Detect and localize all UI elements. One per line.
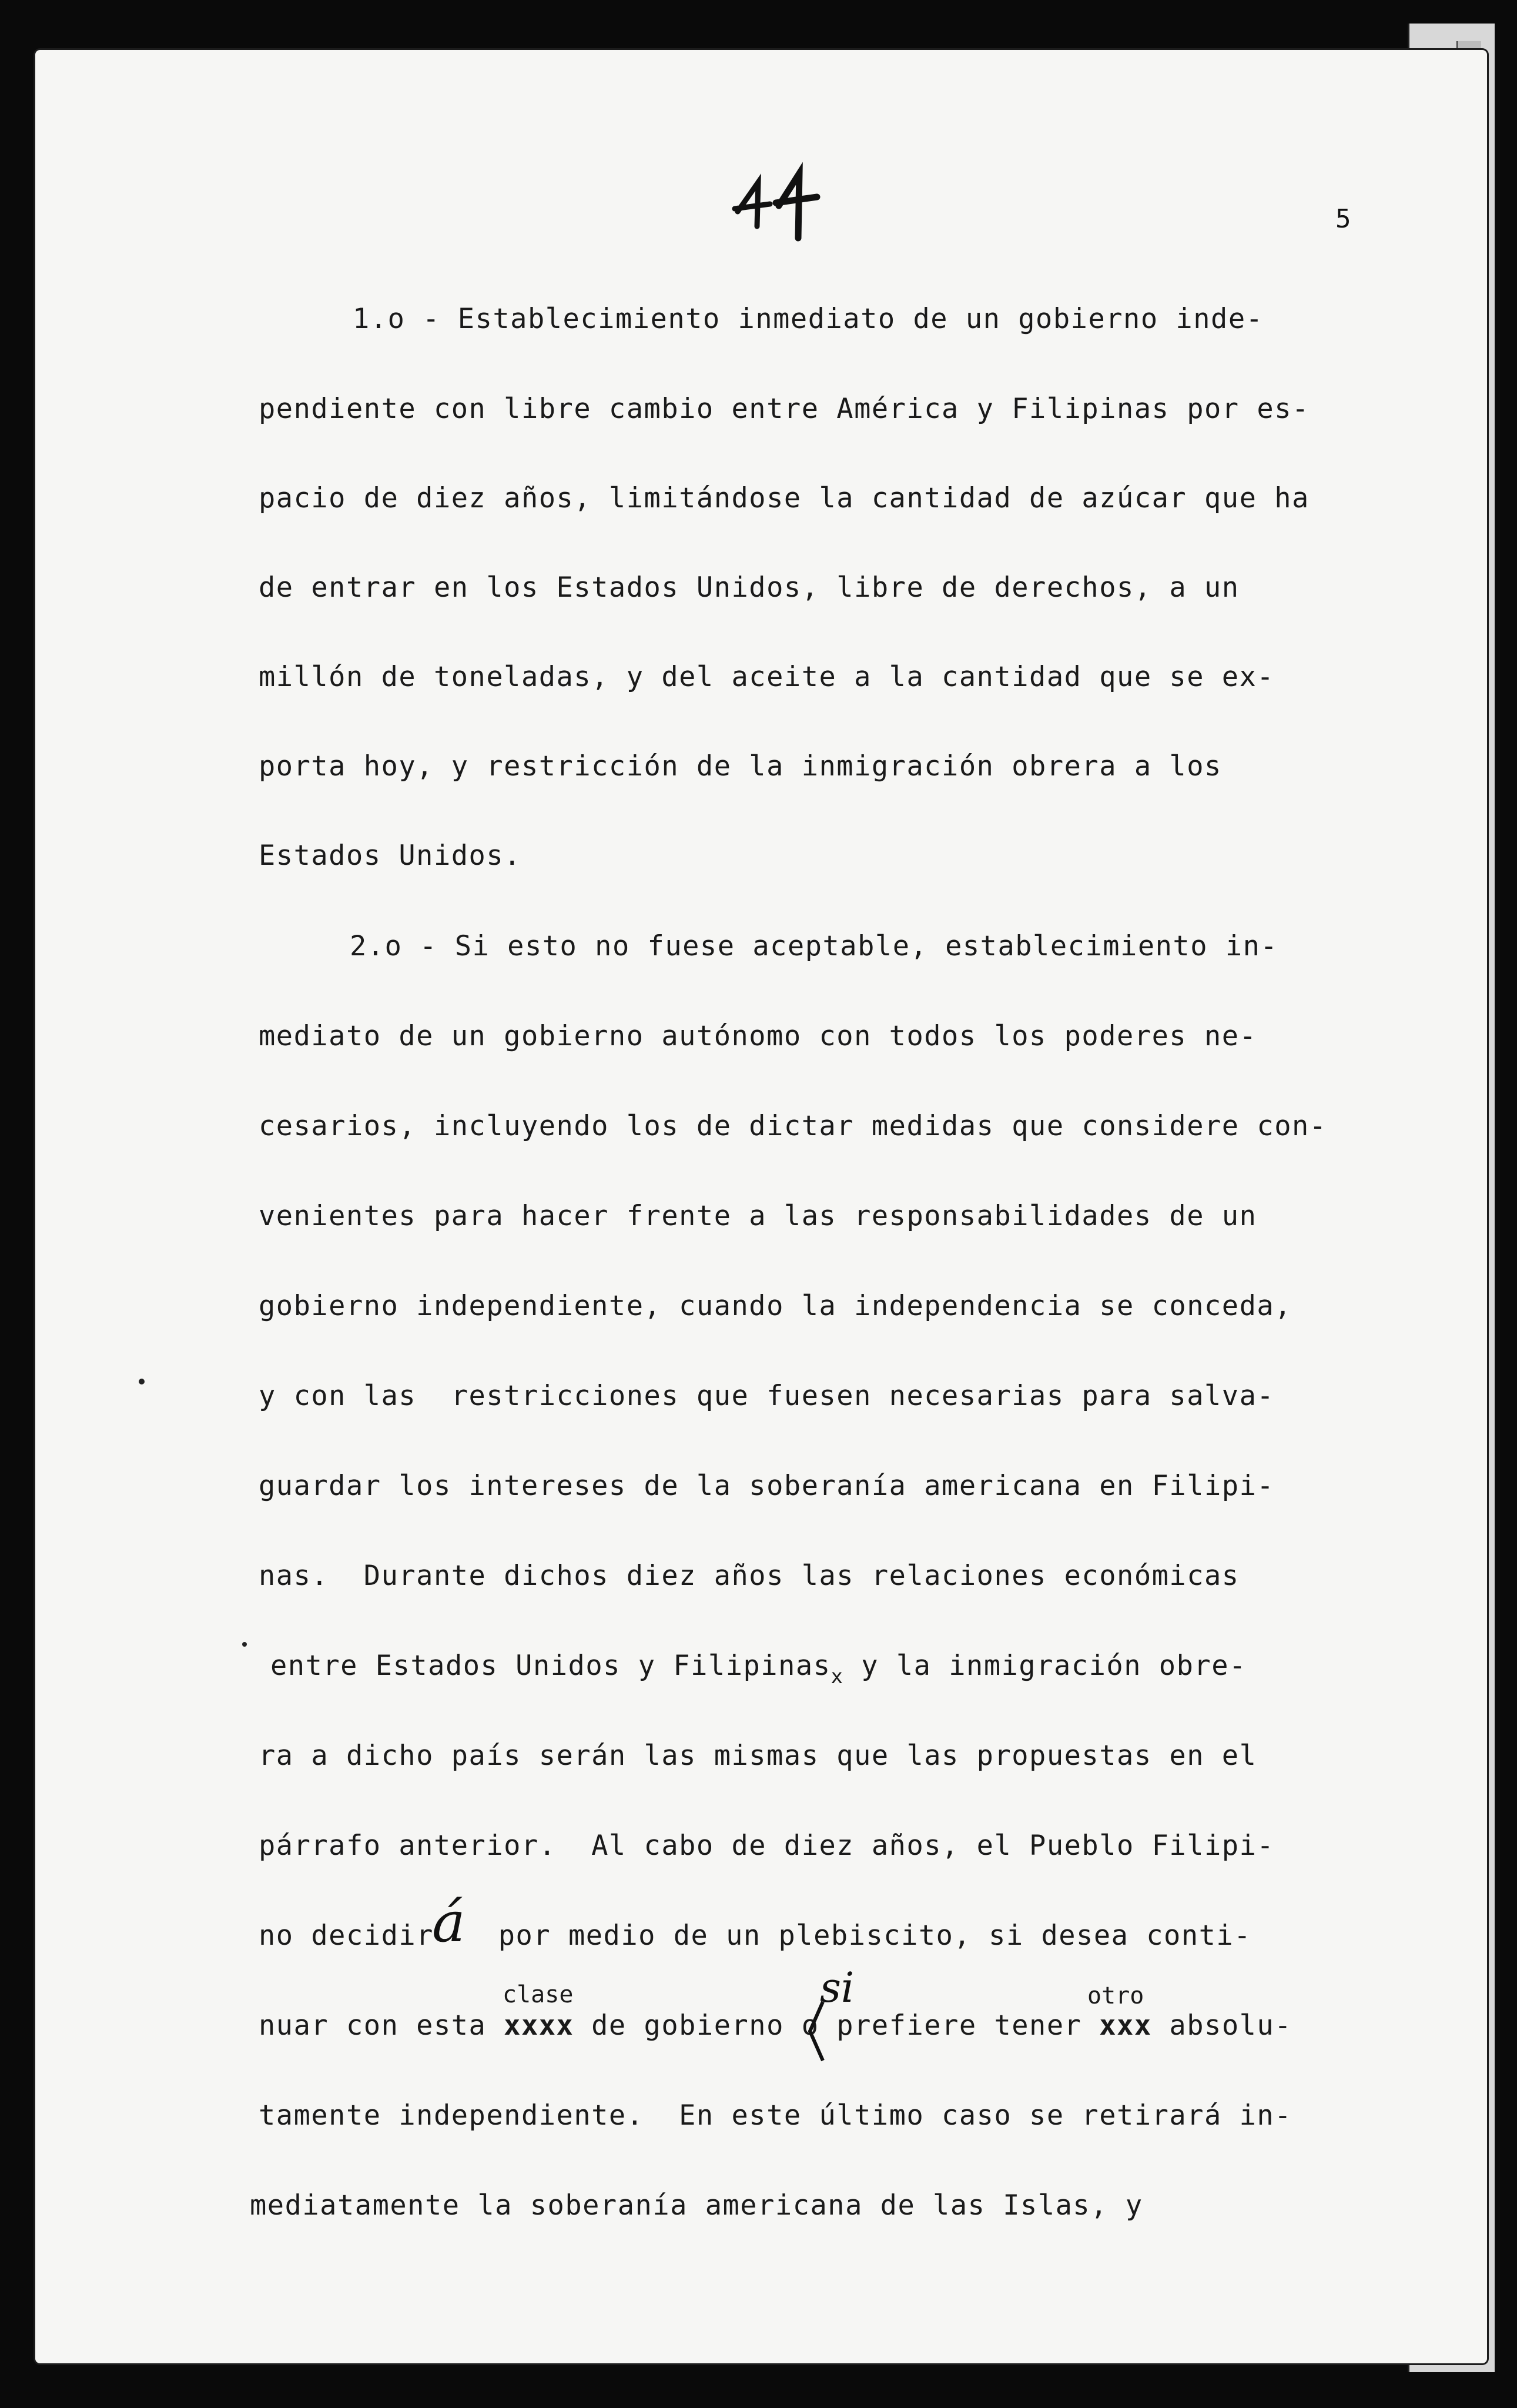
paragraph1-line5: millón de toneladas, y del aceite a la cantidad que se ex- (259, 661, 1275, 693)
paragraph2-line14: tamente independiente. En este último caso se retirará in- (259, 2099, 1292, 2132)
struck-out-word: xxxx (504, 2009, 574, 2042)
paragraph2-line9 (270, 1650, 1247, 1688)
paragraph2-line7: guardar los intereses de la soberanía americana en Filipi- (259, 1470, 1275, 1502)
paragraph2-line15: mediatamente la soberanía americana de las Islas, y (250, 2189, 1143, 2222)
paragraph1-line2: pendiente con libre cambio entre América y Filipinas por es- (259, 393, 1310, 425)
paragraph2-line13-rest: prefiere tener (836, 2009, 1100, 2042)
paragraph2-line9-text: entre Estados Unidos y Filipinas (270, 1650, 831, 1682)
paragraph2-line1: 2.o - Si esto no fuese aceptable, establecimiento in- (350, 930, 1278, 962)
paragraph2-line11: párrafo anterior. Al cabo de diez años, el Pueblo Filipi- (259, 1830, 1275, 1862)
paragraph1-line6: porta hoy, y restricción de la inmigración obrera a los (259, 750, 1222, 782)
paragraph2-line13-end: absolu- (1151, 2009, 1292, 2042)
paragraph1-line4: de entrar en los Estados Unidos, libre de derechos, a un (259, 571, 1240, 604)
paragraph2-line13-mid: de gobierno o (574, 2009, 837, 2042)
handwritten-si: si (820, 1964, 855, 2012)
inserted-word-clase: clase (503, 1981, 574, 2008)
paragraph2-line4: venientes para hacer frente a las responsabilidades de un (259, 1200, 1257, 1232)
paragraph1-line1: 1.o - Establecimiento inmediato de un gobierno inde- (353, 303, 1264, 335)
paragraph1-line7: Estados Unidos. (259, 840, 521, 872)
paragraph2-line13 (259, 2009, 1292, 2042)
handwritten-folio-number (729, 156, 835, 244)
inserted-word-otro: otro (1087, 1982, 1144, 2009)
paragraph2-line5: gobierno independiente, cuando la independencia se conceda, (259, 1290, 1292, 1322)
paragraph2-line2: mediato de un gobierno autónomo con todos los poderes ne- (259, 1020, 1257, 1052)
paragraph2-line12-rest: por medio de un plebiscito, si desea conti- (480, 1919, 1252, 1952)
typed-mark: x (831, 1665, 844, 1688)
paragraph2-line8: nas. Durante dichos diez años las relaciones económicas (259, 1560, 1240, 1592)
paragraph2-line10: ra a dicho país serán las mismas que las propuestas en el (259, 1740, 1257, 1772)
paragraph2-line9-rest: y la inmigración obre- (843, 1650, 1247, 1682)
insertion-caret-icon (805, 1999, 829, 2063)
page-number: 5 (1335, 204, 1351, 234)
paper-speck-2 (242, 1642, 247, 1647)
handwritten-accent-a: á (432, 1890, 466, 1955)
paragraph2-line3: cesarios, incluyendo los de dictar medidas que considere con- (259, 1110, 1327, 1142)
paragraph1-line3: pacio de diez años, limitándose la cantidad de azúcar que ha (259, 482, 1310, 514)
struck-out-word-2: xxx (1099, 2009, 1152, 2042)
paragraph2-line12 (259, 1919, 1251, 1952)
paper-speck (139, 1379, 145, 1384)
paragraph2-line6: y con las restricciones que fuesen necesarias para salva- (259, 1380, 1275, 1412)
paragraph2-line13-text: nuar con esta (259, 2009, 504, 2042)
paragraph2-line12-text: no decidir (259, 1919, 434, 1952)
